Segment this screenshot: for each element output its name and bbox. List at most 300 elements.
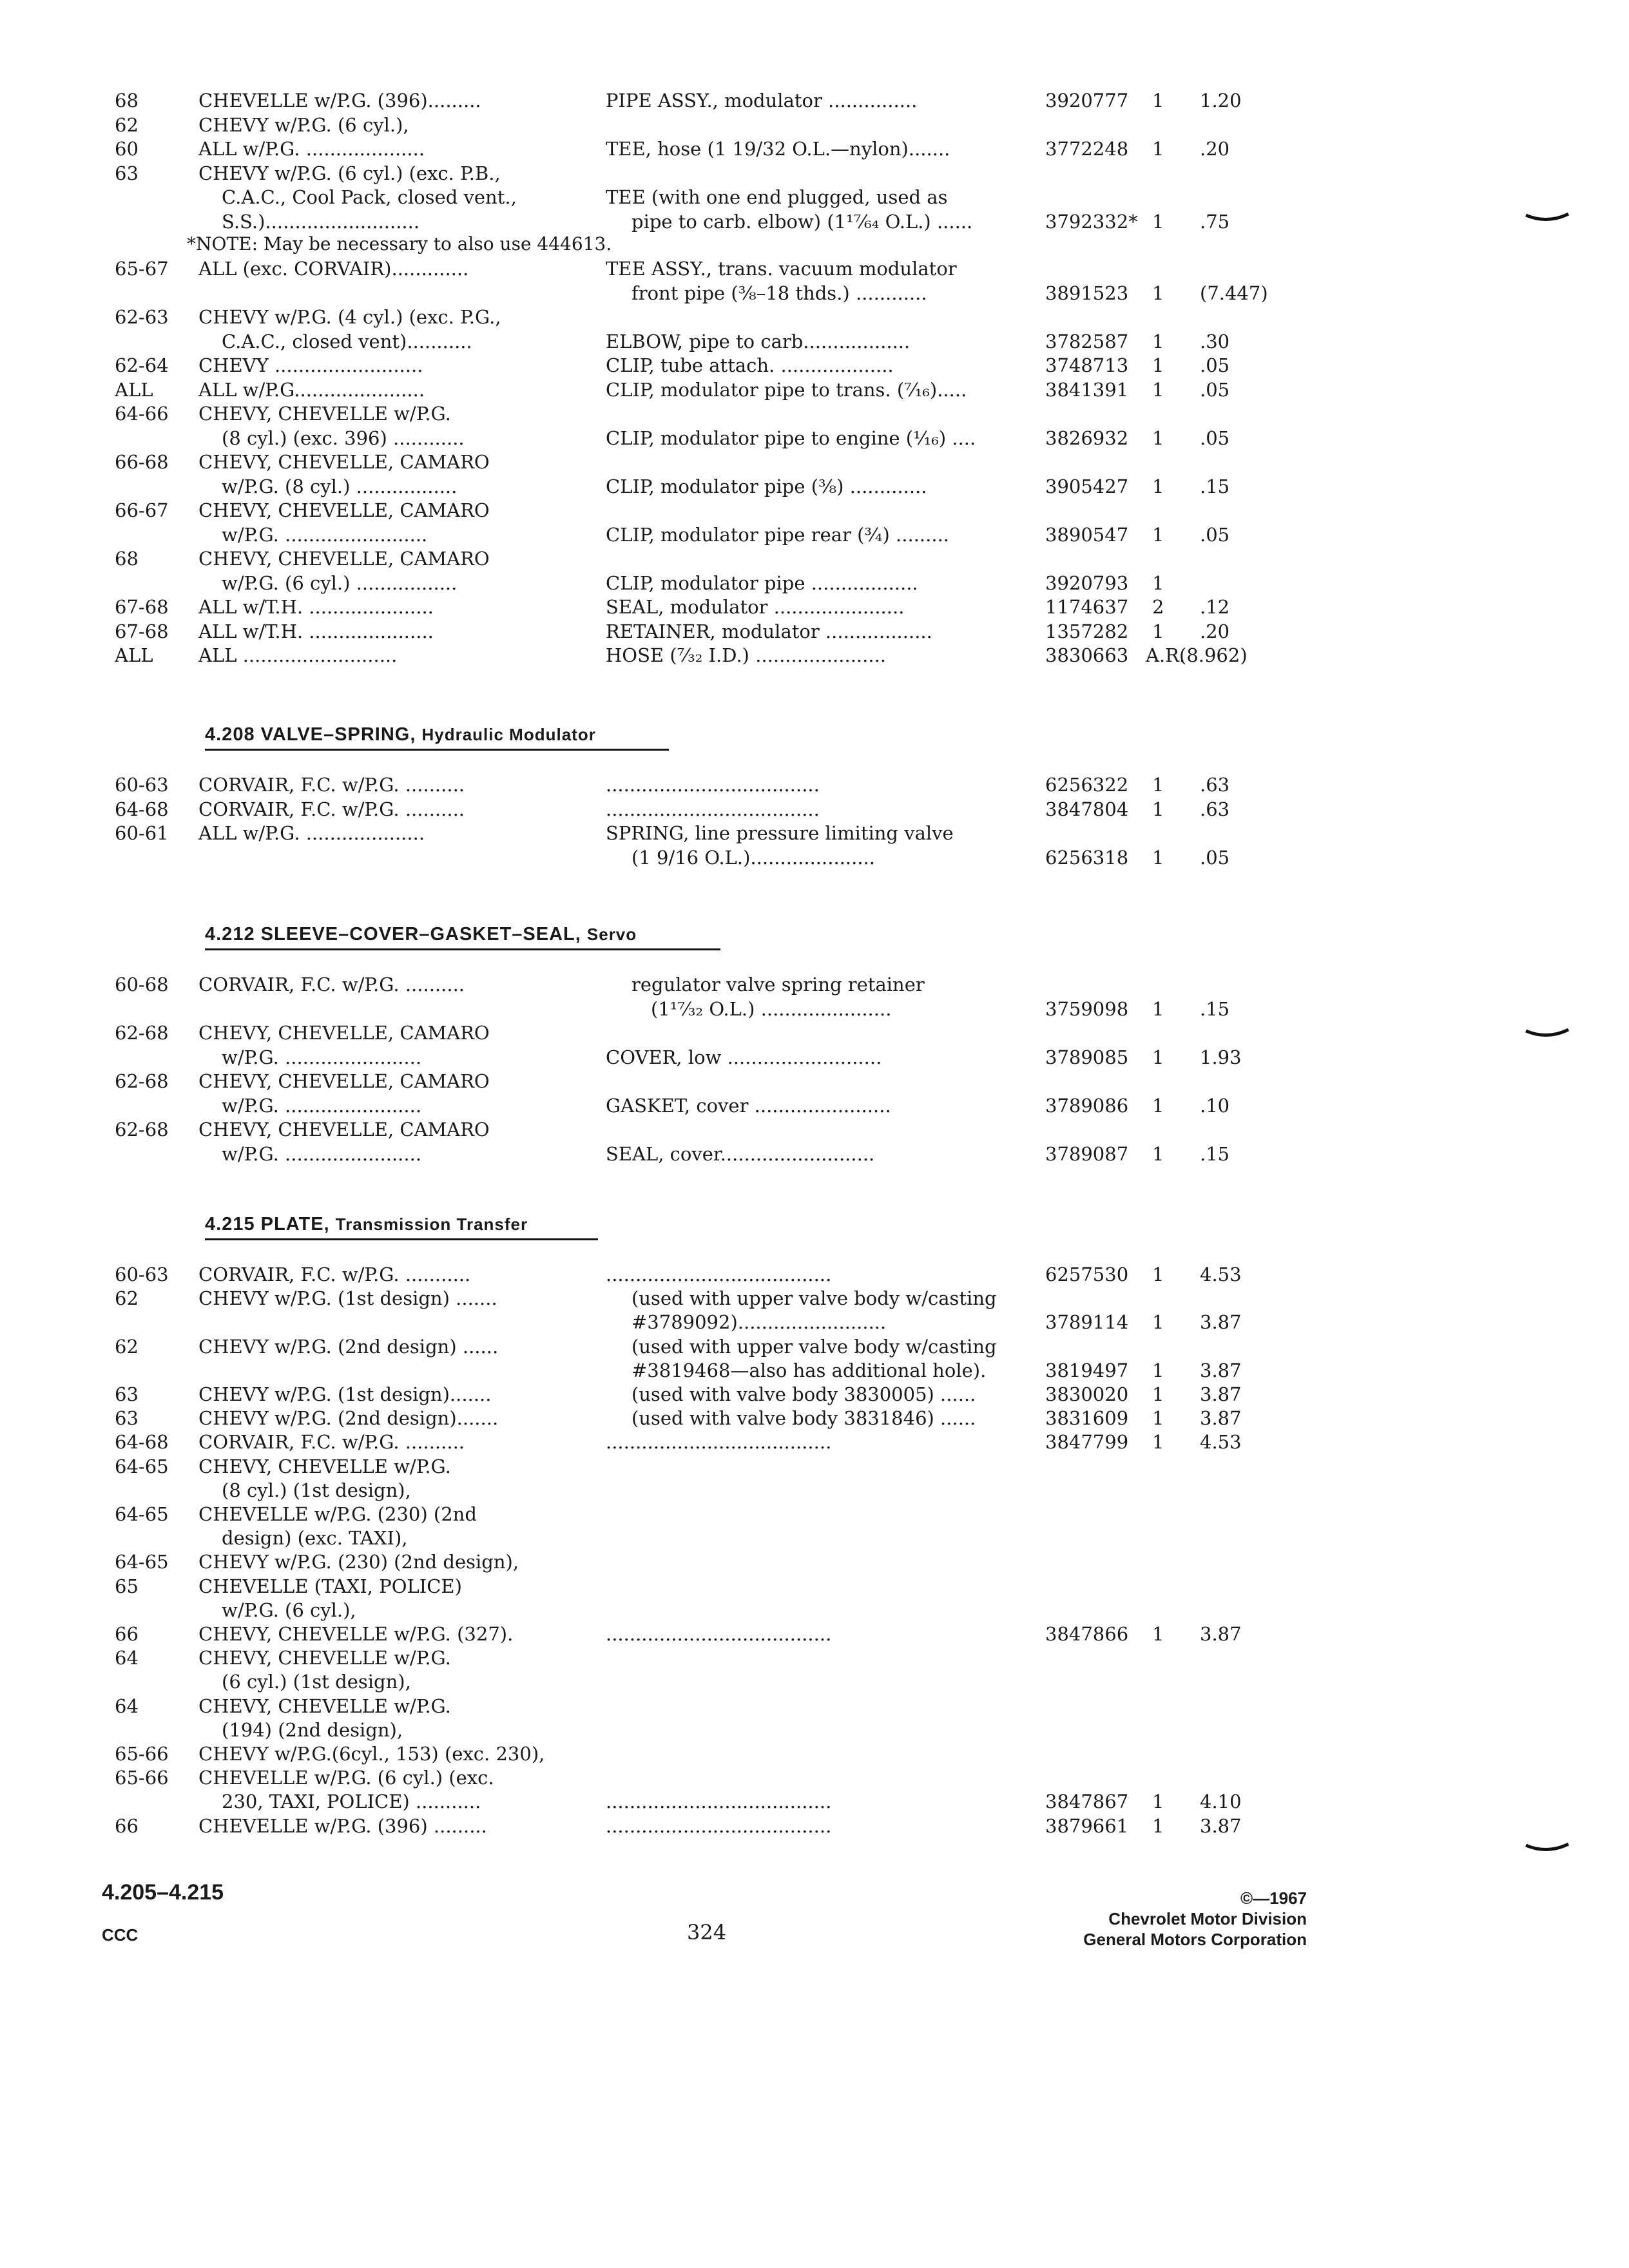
quantity: 1 [1152, 1815, 1164, 1837]
application: S.S.).......................... [222, 211, 420, 233]
price: .20 [1200, 620, 1230, 642]
model-years: 64-68 [115, 798, 169, 820]
application: CHEVY w/P.G.(6cyl., 153) (exc. 230), [198, 1743, 545, 1765]
application: CHEVY w/P.G. (6 cyl.) (exc. P.B., [198, 162, 501, 184]
application: CORVAIR, F.C. w/P.G. ........... [198, 1264, 471, 1285]
part-number: 3819497 [1045, 1360, 1129, 1381]
price: .30 [1200, 331, 1230, 352]
model-years: 65-66 [115, 1743, 169, 1765]
application: CHEVY, CHEVELLE, CAMARO [198, 1022, 490, 1044]
model-years: 68 [115, 548, 139, 570]
part-number: 3748713 [1045, 354, 1129, 376]
application: ALL w/P.G...................... [198, 379, 425, 401]
section-title: VALVE–SPRING, [260, 724, 416, 745]
section-subtitle: Hydraulic Modulator [421, 725, 596, 744]
part-description: GASKET, cover ....................... [606, 1095, 891, 1117]
page-number: 324 [687, 1920, 727, 1945]
quantity: 1 [1152, 211, 1164, 233]
part-description: (1¹⁷⁄₃₂ O.L.) ...................... [651, 998, 892, 1020]
quantity: 1 [1152, 331, 1164, 352]
part-description: ...................................... [606, 1264, 832, 1285]
application: ALL w/T.H. ..................... [198, 596, 434, 618]
part-number: 3789087 [1045, 1143, 1129, 1165]
part-description: CLIP, modulator pipe to trans. (⁷⁄₁₆)..... [606, 379, 967, 401]
application: CHEVELLE w/P.G. (6 cyl.) (exc. [198, 1767, 494, 1789]
price: .63 [1200, 798, 1230, 820]
quantity: 1 [1152, 354, 1164, 376]
part-number: 3789086 [1045, 1095, 1129, 1117]
quantity: 1 [1152, 798, 1164, 820]
model-years: 62-64 [115, 354, 169, 376]
part-description: ...................................... [606, 1815, 832, 1837]
model-years: 62-68 [115, 1070, 169, 1092]
part-row [0, 1717, 1629, 1743]
part-row [0, 449, 1629, 475]
application: CORVAIR, F.C. w/P.G. .......... [198, 798, 465, 820]
part-row [0, 1501, 1629, 1527]
part-description: front pipe (³⁄₈–18 thds.) ............ [631, 282, 927, 304]
application: CHEVY w/P.G. (1st design) ....... [198, 1287, 497, 1309]
part-number: 3830663 [1045, 644, 1129, 666]
section-range: 4.205–4.215 [102, 1880, 224, 1905]
part-row [0, 1741, 1629, 1767]
model-years: ALL [115, 379, 153, 401]
application: w/P.G. ....................... [222, 1046, 422, 1068]
binder-hole-mark [1525, 1028, 1570, 1037]
model-years: 64-65 [115, 1551, 169, 1573]
part-row [0, 1044, 1629, 1070]
part-description: ELBOW, pipe to carb.................. [606, 331, 911, 352]
part-description: (used with valve body 3830005) ...... [631, 1383, 976, 1405]
part-description: CLIP, modulator pipe .................. [606, 572, 918, 594]
quantity: 1 [1152, 1360, 1164, 1381]
part-description: CLIP, modulator pipe (³⁄₈) ............. [606, 476, 927, 497]
part-row [0, 820, 1629, 846]
part-number: 3879661 [1045, 1815, 1129, 1837]
part-row [0, 352, 1629, 378]
application: CHEVY w/P.G. (6 cyl.), [198, 114, 409, 136]
part-row [0, 522, 1629, 548]
application: CHEVY, CHEVELLE, CAMARO [198, 499, 490, 521]
model-years: 63 [115, 1383, 139, 1405]
quantity: 1 [1152, 572, 1164, 594]
part-row [0, 1549, 1629, 1575]
part-number: 3772248 [1045, 138, 1129, 160]
application: w/P.G. (8 cyl.) ................. [222, 476, 458, 497]
quantity: 1 [1152, 282, 1164, 304]
part-row [0, 280, 1629, 306]
section-number: 4.215 [205, 1214, 255, 1235]
part-row [0, 594, 1629, 620]
part-row [0, 642, 1629, 668]
model-years: ALL [115, 644, 153, 666]
part-description: COVER, low .......................... [606, 1046, 882, 1068]
quantity: 1 [1152, 1383, 1164, 1405]
quantity: 1 [1152, 90, 1164, 111]
model-years: 65-67 [115, 258, 169, 280]
part-row [0, 772, 1629, 798]
price: .05 [1200, 354, 1230, 376]
part-number: 3789114 [1045, 1311, 1129, 1333]
price: .05 [1200, 847, 1230, 869]
part-row [0, 796, 1629, 822]
part-row [0, 160, 1629, 186]
model-years: 60-68 [115, 974, 169, 995]
part-row [0, 256, 1629, 282]
model-years: 63 [115, 1407, 139, 1429]
quantity: 1 [1152, 1407, 1164, 1429]
quantity: 1 [1152, 620, 1164, 642]
application: CHEVY, CHEVELLE, CAMARO [198, 1119, 490, 1140]
section-underline [205, 1238, 598, 1240]
part-row [0, 570, 1629, 596]
model-years: 66 [115, 1623, 139, 1645]
part-description: pipe to carb. elbow) (1¹⁷⁄₆₄ O.L.) ...... [631, 211, 973, 233]
application: CHEVY w/P.G. (230) (2nd design), [198, 1551, 519, 1573]
part-description: (used with upper valve body w/casting [631, 1336, 997, 1358]
price: 3.87 [1200, 1383, 1242, 1405]
model-years: 62-68 [115, 1022, 169, 1044]
application: CHEVELLE (TAXI, POLICE) [198, 1575, 462, 1597]
application: CHEVY, CHEVELLE w/P.G. [198, 403, 451, 425]
price: .63 [1200, 774, 1230, 796]
application: CHEVELLE w/P.G. (396) ......... [198, 1815, 487, 1837]
model-years: 67-68 [115, 620, 169, 642]
part-number: 3792332* [1045, 211, 1138, 233]
model-years: 64-68 [115, 1431, 169, 1453]
part-number: 3831609 [1045, 1407, 1129, 1429]
part-row [0, 972, 1629, 997]
part-description: .................................... [606, 774, 820, 796]
model-years: 62 [115, 114, 139, 136]
application: CHEVY w/P.G. (1st design)....... [198, 1383, 492, 1405]
part-number: 3847804 [1045, 798, 1129, 820]
part-row [0, 474, 1629, 499]
part-description: TEE (with one end plugged, used as [606, 186, 948, 208]
price: .15 [1200, 998, 1230, 1020]
application: CHEVY w/P.G. (2nd design)....... [198, 1407, 499, 1429]
price: 3.87 [1200, 1360, 1242, 1381]
part-row [0, 1117, 1629, 1142]
part-row [0, 1093, 1629, 1119]
part-number: 3826932 [1045, 427, 1129, 449]
part-description: RETAINER, modulator .................. [606, 620, 932, 642]
quantity: 1 [1152, 1311, 1164, 1333]
application: C.A.C., closed vent)........... [222, 331, 472, 352]
quantity: 1 [1152, 1095, 1164, 1117]
price: .15 [1200, 1143, 1230, 1165]
application: CHEVY w/P.G. (2nd design) ...... [198, 1336, 499, 1358]
model-years: 66 [115, 1815, 139, 1837]
part-description: SEAL, modulator ...................... [606, 596, 905, 618]
part-description: (1 9/16 O.L.)..................... [631, 847, 875, 869]
price: .75 [1200, 211, 1230, 233]
part-row [0, 1765, 1629, 1791]
model-years: 60-63 [115, 774, 169, 796]
quantity: 1 [1152, 1623, 1164, 1645]
part-row [0, 1381, 1629, 1407]
part-number: 3891523 [1045, 282, 1129, 304]
application: 230, TAXI, POLICE) ........... [222, 1791, 481, 1812]
application: CORVAIR, F.C. w/P.G. .......... [198, 774, 465, 796]
quantity: 1 [1152, 847, 1164, 869]
part-description: (used with valve body 3831846) ...... [631, 1407, 976, 1429]
part-number: 6256318 [1045, 847, 1129, 869]
model-years: 66-68 [115, 451, 169, 473]
price: 1.93 [1200, 1046, 1242, 1068]
part-description: .................................... [606, 798, 820, 820]
part-row [0, 184, 1629, 210]
part-number: 1357282 [1045, 620, 1129, 642]
quantity: 1 [1152, 1264, 1164, 1285]
application: (194) (2nd design), [222, 1719, 403, 1741]
publisher-block [1083, 1888, 1307, 1950]
quantity: 1 [1152, 476, 1164, 497]
application: CHEVELLE w/P.G. (396)......... [198, 90, 481, 111]
model-years: 60 [115, 138, 139, 160]
application: CHEVY, CHEVELLE w/P.G. [198, 1456, 451, 1477]
part-row [0, 1285, 1629, 1311]
part-row [0, 1429, 1629, 1455]
section-subtitle: Transmission Transfer [335, 1215, 528, 1234]
price: 3.87 [1200, 1407, 1242, 1429]
part-row [0, 996, 1629, 1022]
part-description: #3789092)......................... [631, 1311, 887, 1333]
part-description: CLIP, tube attach. ................... [606, 354, 894, 376]
part-row [0, 88, 1629, 113]
price: .05 [1200, 524, 1230, 546]
section-number: 4.212 [205, 924, 255, 945]
part-row [0, 1669, 1629, 1695]
application: ALL w/P.G. .................... [198, 822, 425, 844]
part-description: ...................................... [606, 1431, 832, 1453]
model-years: 65 [115, 1575, 139, 1597]
part-row [0, 329, 1629, 354]
part-description: CLIP, modulator pipe rear (³⁄₄) ......... [606, 524, 950, 546]
quantity: 1 [1152, 379, 1164, 401]
price: .20 [1200, 138, 1230, 160]
part-row [0, 1405, 1629, 1431]
binder-hole-mark [1525, 213, 1570, 222]
application: CORVAIR, F.C. w/P.G. .......... [198, 1431, 465, 1453]
application: C.A.C., Cool Pack, closed vent., [222, 186, 517, 208]
price: 3.87 [1200, 1815, 1242, 1837]
part-row [0, 1454, 1629, 1479]
catalog-code: CCC [102, 1925, 139, 1945]
quantity: 1 [1152, 1431, 1164, 1453]
part-number: 3905427 [1045, 476, 1129, 497]
part-number: 3890547 [1045, 524, 1129, 546]
part-row [0, 1525, 1629, 1551]
part-number: 3920793 [1045, 572, 1129, 594]
part-row [0, 1621, 1629, 1647]
part-number: 3920777 [1045, 90, 1129, 111]
part-row [0, 1262, 1629, 1287]
part-description: TEE ASSY., trans. vacuum modulator [606, 258, 957, 280]
quantity: 1 [1152, 774, 1164, 796]
application: CHEVY, CHEVELLE w/P.G. (327). [198, 1623, 514, 1645]
price: .10 [1200, 1095, 1230, 1117]
model-years: 62-68 [115, 1119, 169, 1140]
price: 1.20 [1200, 90, 1242, 111]
section-underline [205, 948, 720, 950]
application: w/P.G. ....................... [222, 1143, 422, 1165]
part-row [0, 112, 1629, 138]
model-years: 67-68 [115, 596, 169, 618]
part-description: SPRING, line pressure limiting valve [606, 822, 954, 844]
model-years: 64-65 [115, 1456, 169, 1477]
price: .12 [1200, 596, 1230, 618]
application: design) (exc. TAXI), [222, 1527, 408, 1549]
application: ALL (exc. CORVAIR)............. [198, 258, 469, 280]
part-row [0, 1334, 1629, 1360]
application: CHEVY, CHEVELLE, CAMARO [198, 1070, 490, 1092]
application: w/P.G. (6 cyl.) ................. [222, 572, 458, 594]
part-row [0, 1597, 1629, 1623]
application: (8 cyl.) (exc. 396) ............ [222, 427, 465, 449]
part-description: #3819468—also has additional hole). [631, 1360, 987, 1381]
part-number: 6257530 [1045, 1264, 1129, 1285]
price: .15 [1200, 476, 1230, 497]
part-row [0, 546, 1629, 572]
application: CHEVY, CHEVELLE w/P.G. [198, 1647, 451, 1669]
application: (6 cyl.) (1st design), [222, 1671, 411, 1693]
price: .05 [1200, 427, 1230, 449]
quantity: 2 [1152, 596, 1164, 618]
part-description: (used with upper valve body w/casting [631, 1287, 997, 1309]
model-years: 60-61 [115, 822, 169, 844]
part-row [0, 1693, 1629, 1719]
part-row [0, 1789, 1629, 1814]
quantity: 1 [1152, 1791, 1164, 1812]
application: (8 cyl.) (1st design), [222, 1479, 411, 1501]
part-row [0, 209, 1629, 235]
model-years: 64-65 [115, 1503, 169, 1525]
quantity: 1 [1152, 998, 1164, 1020]
application: ALL w/T.H. ..................... [198, 620, 434, 642]
application: w/P.G. (6 cyl.), [222, 1599, 356, 1621]
part-row [0, 1068, 1629, 1094]
part-row [0, 377, 1629, 403]
part-row [0, 1573, 1629, 1599]
part-row [0, 497, 1629, 523]
model-years: 62 [115, 1336, 139, 1358]
part-row [0, 304, 1629, 330]
part-row [0, 401, 1629, 427]
model-years: 62-63 [115, 306, 169, 328]
section-subtitle: Servo [586, 925, 637, 944]
part-row [0, 1477, 1629, 1503]
part-number: 1174637 [1045, 596, 1129, 618]
price: (8.962) [1179, 644, 1248, 666]
part-row [0, 136, 1629, 162]
part-number: 3830020 [1045, 1383, 1129, 1405]
section-heading [205, 921, 637, 947]
part-number: 3759098 [1045, 998, 1129, 1020]
model-years: 65-66 [115, 1767, 169, 1789]
quantity: 1 [1152, 1046, 1164, 1068]
quantity: 1 [1152, 138, 1164, 160]
application: CHEVY ......................... [198, 354, 423, 376]
price: (7.447) [1200, 282, 1268, 304]
division-name: Chevrolet Motor Division [1108, 1909, 1307, 1928]
section-number: 4.208 [205, 724, 255, 745]
model-years: 63 [115, 162, 139, 184]
part-row [0, 1309, 1629, 1335]
part-number: 3782587 [1045, 331, 1129, 352]
binder-hole-mark [1525, 1843, 1570, 1852]
part-row [0, 425, 1629, 451]
application: CHEVY w/P.G. (4 cyl.) (exc. P.G., [198, 306, 501, 328]
part-row [0, 1358, 1629, 1383]
application: ALL w/P.G. .................... [198, 138, 425, 160]
quantity: 1 [1152, 1143, 1164, 1165]
model-years: 68 [115, 90, 139, 111]
part-row [0, 1141, 1629, 1167]
copyright: ©—1967 [1240, 1888, 1307, 1908]
price: 4.53 [1200, 1264, 1242, 1285]
part-description: ...................................... [606, 1791, 832, 1812]
price: 3.87 [1200, 1623, 1242, 1645]
part-number: 3847867 [1045, 1791, 1129, 1812]
application: w/P.G. ....................... [222, 1095, 422, 1117]
application: CHEVY, CHEVELLE w/P.G. [198, 1695, 451, 1717]
part-row [0, 1645, 1629, 1671]
price: 4.10 [1200, 1791, 1242, 1812]
application: CORVAIR, F.C. w/P.G. .......... [198, 974, 465, 995]
application: CHEVY, CHEVELLE, CAMARO [198, 451, 490, 473]
part-description: SEAL, cover.......................... [606, 1143, 875, 1165]
model-years: 62 [115, 1287, 139, 1309]
part-row [0, 845, 1629, 870]
part-number: 3841391 [1045, 379, 1129, 401]
model-years: 64 [115, 1647, 139, 1669]
quantity: 1 [1152, 524, 1164, 546]
application: w/P.G. ........................ [222, 524, 428, 546]
model-years: 60-63 [115, 1264, 169, 1285]
part-number: 3789085 [1045, 1046, 1129, 1068]
application: CHEVY, CHEVELLE, CAMARO [198, 548, 490, 570]
application: CHEVELLE w/P.G. (230) (2nd [198, 1503, 477, 1525]
part-number: 3847799 [1045, 1431, 1129, 1453]
section-underline [205, 749, 669, 751]
section-heading [205, 722, 596, 747]
price: 3.87 [1200, 1311, 1242, 1333]
section-title: PLATE, [260, 1214, 330, 1235]
part-description: ...................................... [606, 1623, 832, 1645]
price: 4.53 [1200, 1431, 1242, 1453]
model-years: 66-67 [115, 499, 169, 521]
part-row [0, 619, 1629, 644]
quantity: 1 [1152, 427, 1164, 449]
quantity: A.R. [1146, 644, 1186, 666]
model-years: 64 [115, 1695, 139, 1717]
price: .05 [1200, 379, 1230, 401]
model-years: 64-66 [115, 403, 169, 425]
part-description: TEE, hose (1 19/32 O.L.—nylon)....... [606, 138, 950, 160]
part-description: PIPE ASSY., modulator ............... [606, 90, 918, 111]
footnote: *NOTE: May be necessary to also use 444613. [187, 233, 612, 255]
corporation-name: General Motors Corporation [1083, 1930, 1307, 1949]
section-title: SLEEVE–COVER–GASKET–SEAL, [260, 924, 581, 945]
part-number: 6256322 [1045, 774, 1129, 796]
application: ALL .......................... [198, 644, 398, 666]
part-description: HOSE (⁷⁄₃₂ I.D.) ...................... [606, 644, 887, 666]
part-row [0, 1813, 1629, 1839]
part-row [0, 1020, 1629, 1046]
part-description: regulator valve spring retainer [631, 974, 925, 995]
section-heading [205, 1211, 528, 1237]
